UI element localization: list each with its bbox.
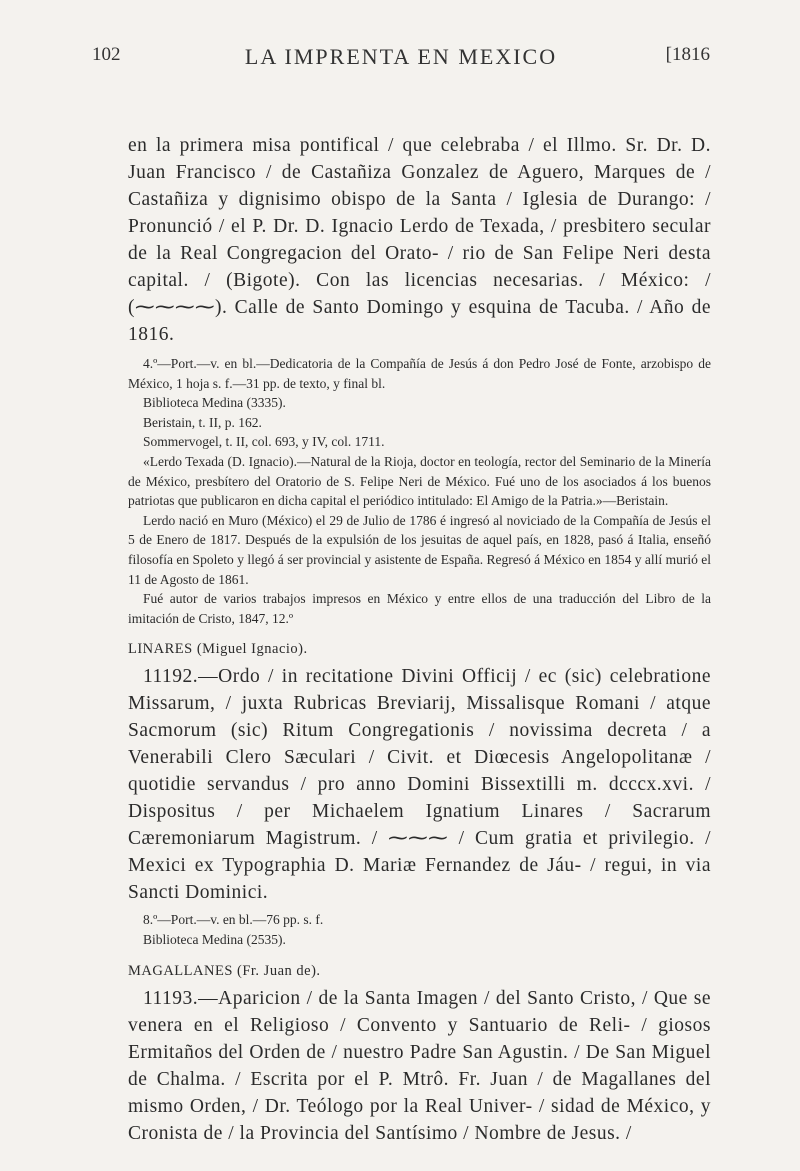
running-title: LA IMPRENTA EN MEXICO (244, 44, 558, 69)
entry-11193-title: 11193.—Aparicion / de la Santa Imagen / del Santo Cristo, / Que se venera en el Religioso / Convento y Santuario de Reli- / giosos Ermitaños del Orden de / nuestro Padre San Agustin. / De San Miguel de Chalma. / Escrita por el P. Mtrô. Fr. Juan / de Magallanes del mismo Orden, / Dr. Teólogo por la Real Univer- / sidad de México, y Cronista de / la Provincia del Santísimo / Nombre de Jesus. / (128, 987, 711, 1144)
entry-1191-title: en la primera misa pontifical / que celebraba / el Illmo. Sr. Dr. D. Juan Francisco / de Castañiza Gonzalez de Aguero, Marques de / Castañiza y dignisimo obispo de la Santa / Iglesia de Durango: / Pronunció / el P. Dr. D. Ignacio Lerdo de Texada, / presbitero secular de la Real Congregacion del Orato- / rio de San Felipe Neri desta capital. / (Bigote). Con las licencias necesarias. / México: / (⁓⁓⁓⁓). Calle de Santo Domingo y esquina de Tacuba. / Año de 1816. (128, 135, 711, 345)
page-number: 102 (92, 44, 121, 65)
entry-11192-title: 11192.—Ordo / in recitatione Divini Officij / ec (sic) celebratione Missarum, / juxta Rubricas Breviarij, Missalisque Romani / atque Sacmorum (sic) Ritum Congregationis / novissima decreta / a Venerabili Clero Sæculari / Civit. et Diœcesis Angelopolitanæ / quotidie servandus / pro anno Domini Bissextilli m. dcccx.xvi. / Dispositus / per Michaelem Ignatium Linares / Sacrarum Cæremoniarum Magistrum. / ⁓⁓⁓ / Cum gratia et privilegio. / Mexici ex Typographia D. Mariæ Fernandez de Jáu- / regui, in via Sancti Dominici. (128, 666, 711, 904)
library-note: Biblioteca Medina (2535). (143, 931, 286, 947)
page-body (128, 132, 711, 1147)
library-note: Biblioteca Medina (3335). (143, 395, 286, 411)
biography-note: Lerdo nació en Muro (México) el 29 de Julio de 1786 é ingresó al noviciado de la Compañía de Jesús el 5 de Enero de 1817. Después de la expulsión de los jesuitas de aquel país, en 1828, pasó á Italia, enseñó filosofía en Spoleto y llegó á ser provincial y asistente de España. Regresó á México en 1854 y allí murió el 11 de Agosto de 1861. (128, 512, 711, 587)
collation-note: 4.º—Port.—v. en bl.—Dedicatoria de la Compañía de Jesús á don Pedro José de Fonte, arzobispo de México, 1 hoja s. f.—31 pp. de texto, y final bl. (128, 356, 711, 391)
entry-1191-notes (128, 354, 711, 628)
entry-11192-notes (128, 910, 711, 949)
header-year: [1816 (665, 44, 710, 65)
biography-quote: «Lerdo Texada (D. Ignacio).—Natural de la Rioja, doctor en teología, rector del Seminario de la Minería de México, presbítero del Oratorio de S. Felipe Neri de México. Fué uno de los asociados á los buenos patriotas que publicaron en dicha capital el periódico intitulado: El Amigo de la Patria.»—Beristain. (128, 453, 711, 509)
reference-note: Sommervogel, t. II, col. 693, y IV, col. 1711. (143, 434, 385, 450)
entry-11192-heading: LINARES (Miguel Ignacio). (128, 641, 308, 658)
collation-note: 8.º—Port.—v. en bl.—76 pp. s. f. (143, 912, 324, 928)
works-note: Fué autor de varios trabajos impresos en México y entre ellos de una traducción del Libro de la imitación de Cristo, 1847, 12.º (128, 591, 711, 626)
running-header (92, 44, 710, 78)
entry-11193-heading: MAGALLANES (Fr. Juan de). (128, 962, 321, 979)
reference-note: Beristain, t. II, p. 162. (143, 414, 262, 430)
